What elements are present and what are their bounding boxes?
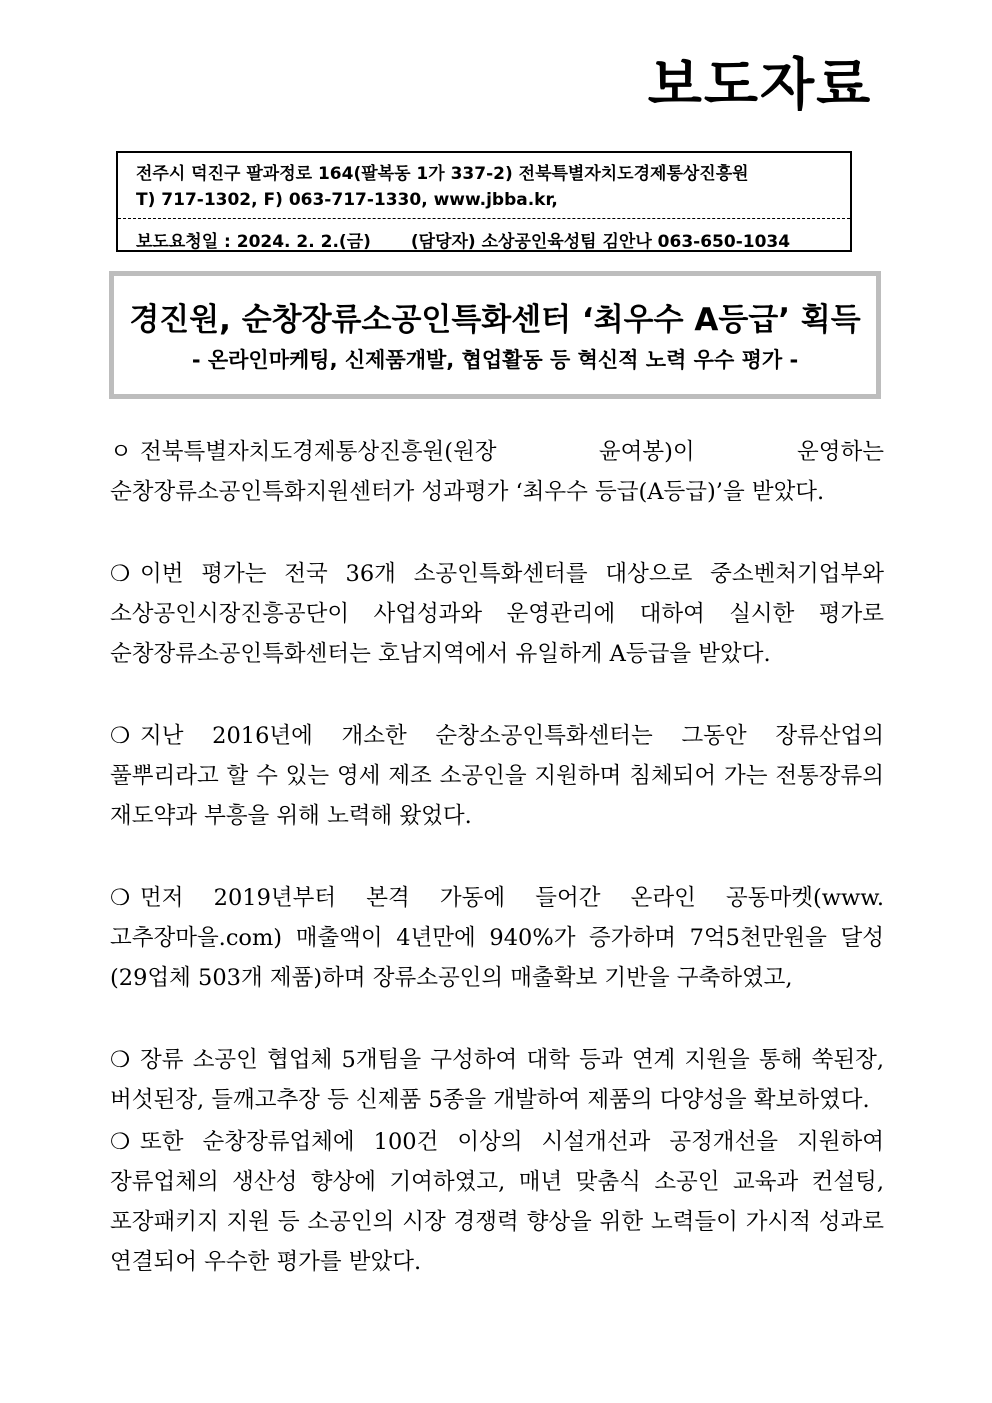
person-in-charge: (담당자) 소상공인육성팀 김안나 063-650-1034: [410, 232, 791, 252]
request-date-and-contact: [136, 227, 790, 252]
paragraph: ❍ 지난 2016년에 개소한 순창소공인특화센터는 그동안 장류산업의 풀뿌리라고 할 수 있는 영세 제조 소공인을 지원하며 침체되어 가는 전통장류의 재도약과 부흥을 위해 노력해 왔었다.: [110, 716, 884, 836]
request-date: 보도요청일 : 2024. 2. 2.(금): [136, 232, 371, 252]
bullet-circle-icon: ㅇ: [110, 439, 132, 465]
bullet-circle-icon: ❍: [110, 561, 131, 587]
subheadline: - 온라인마케팅, 신제품개발, 협업활동 등 혁신적 노력 우수 평가 -: [191, 348, 799, 372]
paragraph: ❍ 먼저 2019년부터 본격 가동에 들어간 온라인 공동마켓(www.고추장마을.com) 매출액이 4년만에 940%가 증가하며 7억5천만원을 달성(29업체 503개 제품)하며 장류소공인의 매출확보 기반을 구축하였고,: [110, 878, 884, 998]
headline-box: [109, 271, 881, 399]
article-body: [110, 432, 884, 1282]
press-info-box: [116, 151, 852, 252]
bullet-circle-icon: ❍: [110, 885, 131, 911]
paragraph: ❍ 또한 순창장류업체에 100건 이상의 시설개선과 공정개선을 지원하여 장류업체의 생산성 향상에 기여하였고, 매년 맞춤식 소공인 교육과 컨설팅, 포장패키지 지원 등 소공인의 시장 경쟁력 향상을 위한 노력들이 가시적 성과로 연결되어 우수한 평가를 받았다.: [110, 1122, 884, 1282]
paragraph: ❍ 장류 소공인 협업체 5개팀을 구성하여 대학 등과 연계 지원을 통해 쑥된장, 버섯된장, 들깨고추장 등 신제품 5종을 개발하여 제품의 다양성을 확보하였다.: [110, 1040, 884, 1120]
headline: 경진원, 순창장류소공인특화센터 ‘최우수 A등급’ 획득: [129, 302, 861, 338]
paragraph: ㅇ 전북특별자치도경제통상진흥원(원장 윤여봉)이 운영하는 순창장류소공인특화지원센터가 성과평가 ‘최우수 등급(A등급)’을 받았다.: [110, 432, 884, 512]
bullet-circle-icon: ❍: [110, 1129, 131, 1155]
contact-info: T) 717-1302, F) 063-717-1330, www.jbba.kr,: [136, 190, 558, 210]
bullet-circle-icon: ❍: [110, 1047, 131, 1073]
document-type-title: 보도자료: [647, 53, 873, 118]
bullet-circle-icon: ❍: [110, 723, 131, 749]
organization-address: 전주시 덕진구 팔과정로 164(팔복동 1가 337-2) 전북특별자치도경제통상진흥원: [136, 164, 749, 184]
paragraph: ❍ 이번 평가는 전국 36개 소공인특화센터를 대상으로 중소벤처기업부와 소상공인시장진흥공단이 사업성과와 운영관리에 대하여 실시한 평가로 순창장류소공인특화센터는 호남지역에서 유일하게 A등급을 받았다.: [110, 554, 884, 674]
info-divider: [118, 218, 850, 219]
